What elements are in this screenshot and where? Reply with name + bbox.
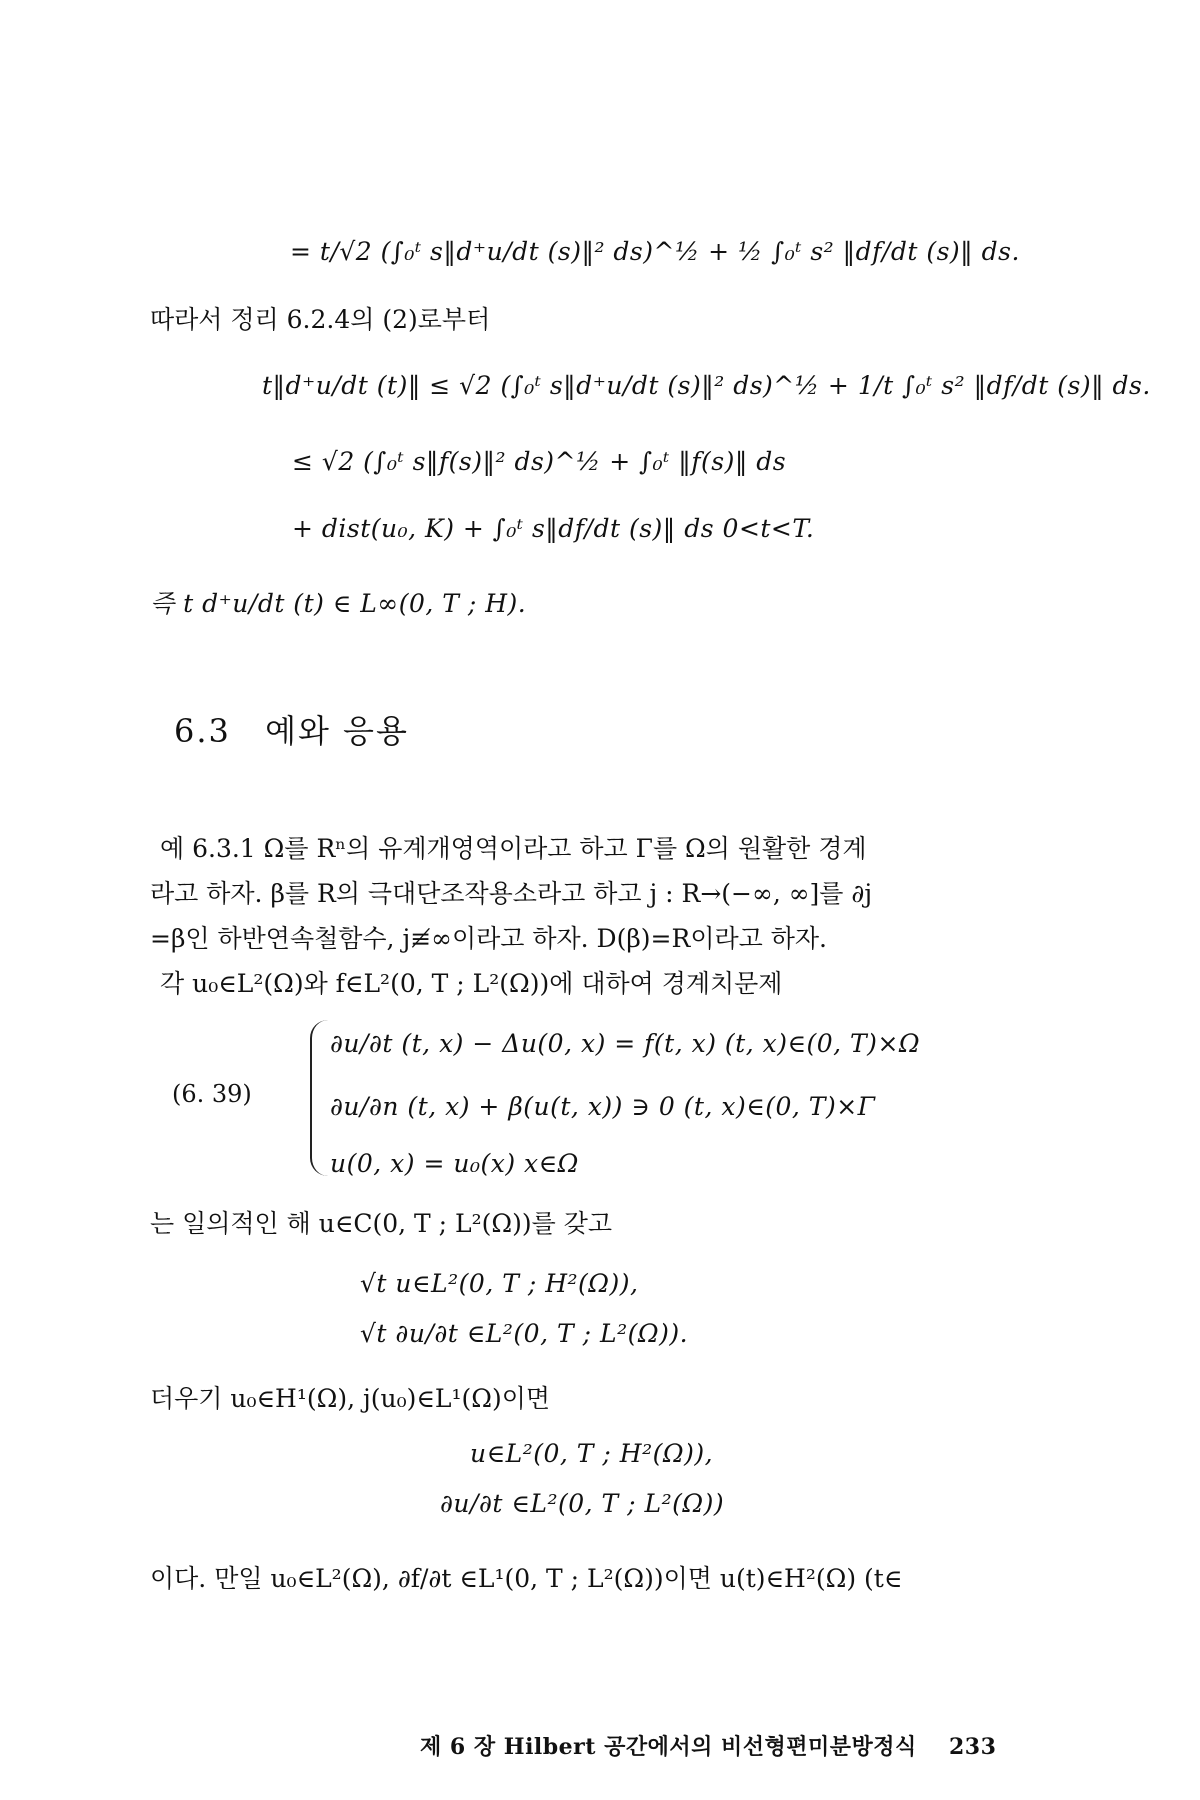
example-line-2: 라고 하자. β를 R의 극대단조작용소라고 하고 j : R→(−∞, ∞]를 ∂j [150, 879, 873, 908]
page-number: 233 [948, 1734, 997, 1760]
section-heading [174, 706, 409, 752]
math-line-1: = t/√2 (∫₀ᵗ s‖d⁺u/dt (s)‖² ds)^½ + ½ ∫₀ᵗ s² ‖df/dt (s)‖ ds. [290, 237, 1020, 266]
system-brace [310, 1020, 330, 1176]
regularity-line-3: u∈L²(0, T ; H²(Ω)), [470, 1439, 714, 1468]
example-line-4: 각 u₀∈L²(Ω)와 f∈L²(0, T ; L²(Ω))에 대하여 경계치문제 [160, 969, 783, 998]
text-line-from-theorem: 따라서 정리 6.2.4의 (2)로부터 [150, 305, 491, 334]
running-head: 제 6 장 Hilbert 공간에서의 비선형편미분방정식 [420, 1734, 917, 1760]
example-line-1: 예 6.3.1 Ω를 Rⁿ의 유계개영역이라고 하고 Γ를 Ω의 원활한 경계 [160, 834, 867, 863]
regularity-line-2: √t ∂u/∂t ∈L²(0, T ; L²(Ω)). [360, 1319, 689, 1348]
equation-number: (6. 39) [172, 1080, 252, 1108]
text-if-then: 이다. 만일 u₀∈L²(Ω), ∂f/∂t ∈L¹(0, T ; L²(Ω))이면 u(t)∈H²(Ω) (t∈ [150, 1564, 903, 1593]
text-unique-solution: 는 일의적인 해 u∈C(0, T ; L²(Ω))를 갖고 [150, 1209, 613, 1238]
math-line-inequality-2: ≤ √2 (∫₀ᵗ s‖f(s)‖² ds)^½ + ∫₀ᵗ ‖f(s)‖ ds [292, 447, 787, 476]
section-number: 6.3 [174, 712, 231, 750]
text-moreover: 더우기 u₀∈H¹(Ω), j(u₀)∈L¹(Ω)이면 [150, 1384, 551, 1413]
system-equation-3: u(0, x) = u₀(x) x∈Ω [330, 1149, 579, 1178]
page-footer [420, 1730, 996, 1761]
math-line-conclusion: 즉 t d⁺u/dt (t) ∈ L∞(0, T ; H). [150, 589, 527, 618]
regularity-line-1: √t u∈L²(0, T ; H²(Ω)), [360, 1269, 639, 1298]
math-line-inequality-1: t‖d⁺u/dt (t)‖ ≤ √2 (∫₀ᵗ s‖d⁺u/dt (s)‖² ds)^½ + 1/t ∫₀ᵗ s² ‖df/dt (s)‖ ds. [262, 371, 1151, 400]
system-equation-1: ∂u/∂t (t, x) − Δu(0, x) = f(t, x) (t, x)∈(0, T)×Ω [330, 1029, 921, 1058]
example-line-3: =β인 하반연속철함수, j≢∞이라고 하자. D(β)=R이라고 하자. [150, 924, 827, 953]
system-equation-2: ∂u/∂n (t, x) + β(u(t, x)) ∋ 0 (t, x)∈(0, T)×Γ [330, 1092, 876, 1121]
regularity-line-4: ∂u/∂t ∈L²(0, T ; L²(Ω)) [440, 1489, 725, 1518]
math-line-inequality-3: + dist(u₀, K) + ∫₀ᵗ s‖df/dt (s)‖ ds 0<t<T. [292, 514, 815, 543]
section-title: 예와 응용 [265, 712, 409, 750]
